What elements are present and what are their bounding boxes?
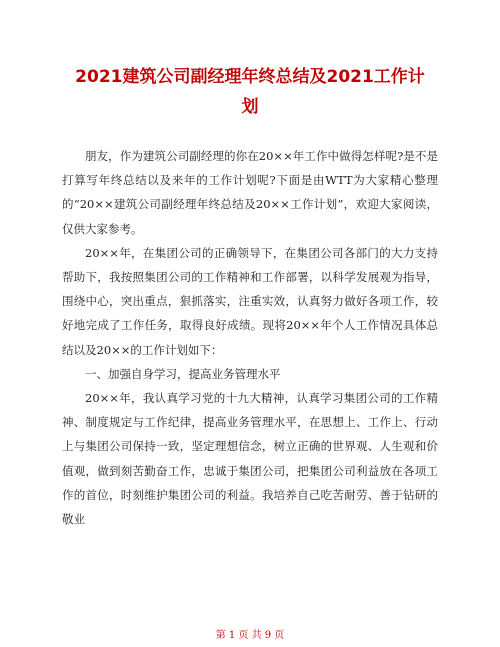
- title-line-2: 划: [241, 97, 259, 117]
- page-footer: 第 1 页 共 9 页: [215, 630, 285, 641]
- intro-paragraph: 朋友，作为建筑公司副经理的你在20××年工作中做得怎样呢?是不是打算写年终总结以及来年的工作计划呢?下面是由WTT为大家精心整理的“20××建筑公司副经理年终总结及20××工作计划”，欢迎大家阅读，仅供大家参考。: [62, 149, 438, 236]
- section-heading: 一、加强自身学习，提高业务管理水平: [85, 366, 281, 381]
- title-line-1: 2021建筑公司副经理年终总结及2021工作计: [75, 67, 425, 87]
- document-title: [62, 62, 438, 122]
- section-paragraph: 20××年，我认真学习党的十九大精神，认真学习集团公司的工作精神、制度规定与工作纪律，提高业务管理水平，在思想上、工作上、行动上与集团公司保持一致，坚定理想信念，树立正确的世界观、人生观和价值观，做到刻苦勤奋工作，忠诚于集团公司，把集团公司利益放在各项工作的首位，时刻维护集团公司的利益。我培养自己吃苦耐劳、善于钻研的敬业: [62, 391, 438, 527]
- document-body: [62, 144, 438, 531]
- summary-paragraph: 20××年，在集团公司的正确领导下，在集团公司各部门的大力支持帮助下，我按照集团公司的工作精神和工作部署，以科学发展观为指导，围绕中心，突出重点，狠抓落实，注重实效，认真努力做好各项工作，较好地完成了工作任务，取得良好成绩。现将20××年个人工作情况具体总结以及20××的工作计划如下：: [62, 245, 438, 357]
